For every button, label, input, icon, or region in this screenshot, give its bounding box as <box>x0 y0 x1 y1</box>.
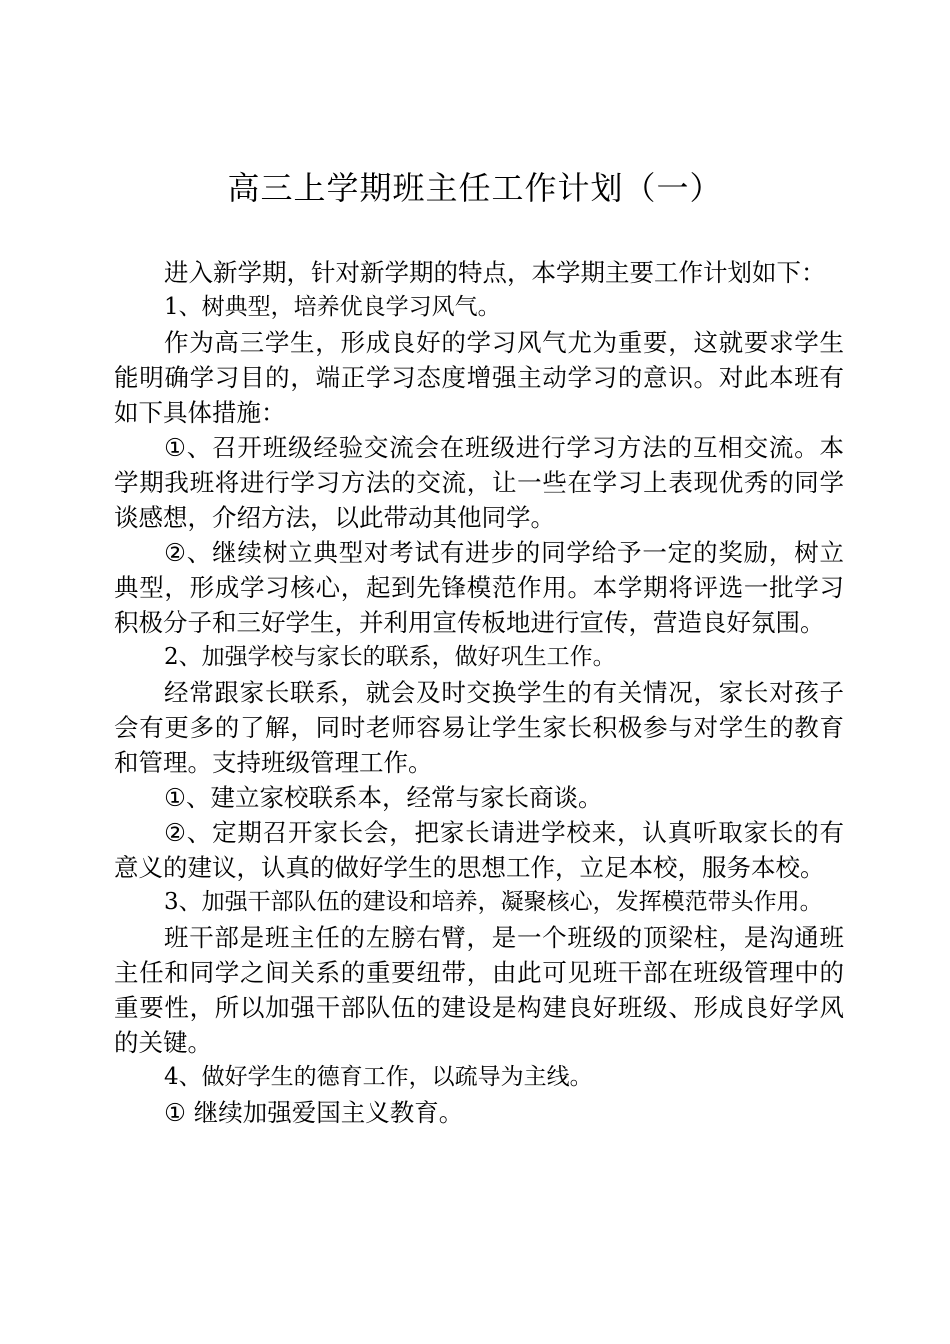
measure-item: ②、继续树立典型对考试有进步的同学给予一定的奖励，树立典型，形成学习核心，起到先锋模范作用。本学期将评选一批学习积极分子和三好学生，并利用宣传板地进行宣传，营造良好氛围。 <box>114 538 844 637</box>
measure-item: ①、建立家校联系本，经常与家长商谈。 <box>164 783 603 812</box>
section-heading-1: 1、树典型，培养优良学习风气。 <box>164 294 501 320</box>
measure-item: ②、定期召开家长会，把家长请进学校来，认真听取家长的有意义的建议，认真的做好学生的思想工作，立足本校，服务本校。 <box>114 818 844 882</box>
intro-paragraph: 进入新学期，针对新学期的特点，本学期主要工作计划如下： <box>164 258 826 287</box>
body-paragraph: 经常跟家长联系，就会及时交换学生的有关情况，家长对孩子会有更多的了解，同时老师容易让学生家长积极参与对学生的教育和管理。支持班级管理工作。 <box>114 678 844 777</box>
body-paragraph: 作为高三学生，形成良好的学习风气尤为重要，这就要求学生能明确学习目的，端正学习态度增强主动学习的意识。对此本班有如下具体措施： <box>114 328 844 427</box>
measure-item: ① 继续加强爱国主义教育。 <box>164 1098 464 1127</box>
body-paragraph: 班干部是班主任的左膀右臂，是一个班级的顶梁柱，是沟通班主任和同学之间关系的重要纽带，由此可见班干部在班级管理中的重要性，所以加强干部队伍的建设是构建良好班级、形成良好学风的关键。 <box>114 923 844 1057</box>
section-heading-2: 2、加强学校与家长的联系，做好巩生工作。 <box>164 644 616 670</box>
section-heading-4: 4、做好学生的德育工作，以疏导为主线。 <box>164 1064 593 1090</box>
measure-item: ①、召开班级经验交流会在班级进行学习方法的互相交流。本学期我班将进行学习方法的交流，让一些在学习上表现优秀的同学谈感想，介绍方法，以此带动其他同学。 <box>114 433 844 532</box>
document-body <box>114 255 844 1130</box>
document-title: 高三上学期班主任工作计划（一） <box>227 169 723 207</box>
section-heading-3: 3、加强干部队伍的建设和培养，凝聚核心，发挥模范带头作用。 <box>164 889 823 915</box>
